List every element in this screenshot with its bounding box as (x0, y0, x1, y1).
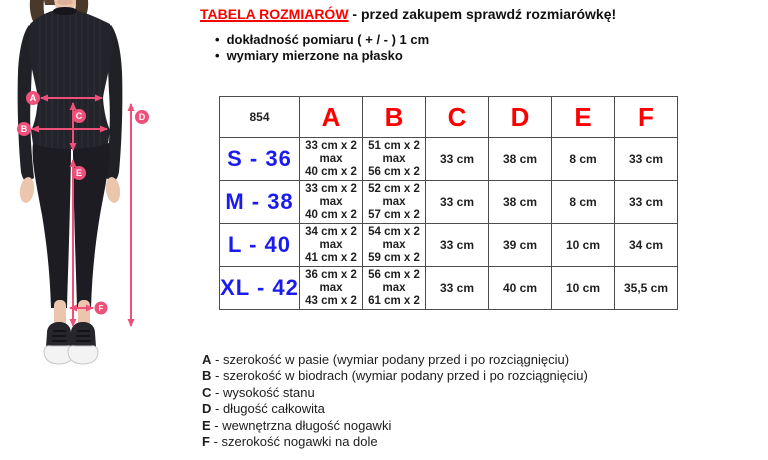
leggings (33, 143, 110, 308)
table-row (220, 181, 678, 224)
column-header-d: D (489, 97, 552, 138)
value-cell: 33 cm (615, 181, 678, 224)
value-cell: 8 cm (552, 181, 615, 224)
header (200, 6, 760, 64)
value-cell: 51 cm x 2 max 56 cm x 2 (363, 138, 426, 181)
legend-item-b: B - szerokość w biodrach (wymiar podany przed i po rozciągnięciu) (202, 368, 588, 384)
value-cell: 33 cm (615, 138, 678, 181)
table-row (220, 224, 678, 267)
value-cell: 56 cm x 2 max 61 cm x 2 (363, 267, 426, 310)
bullet-item: • wymiary mierzone na płasko (215, 48, 760, 64)
value-cell: 34 cm (615, 224, 678, 267)
size-label: S - 36 (220, 138, 300, 181)
size-table (219, 96, 678, 310)
marker-b: B (20, 124, 28, 135)
collar (53, 7, 77, 15)
marker-d: D (138, 112, 146, 123)
legend-item-a: A - szerokość w pasie (wymiar podany przed i po rozciągnięciu) (202, 352, 570, 367)
value-cell: 33 cm x 2 max 40 cm x 2 (300, 138, 363, 181)
bullet-list (215, 32, 760, 64)
size-label: L - 40 (220, 224, 300, 267)
value-cell: 35,5 cm (615, 267, 678, 310)
model-photo (0, 0, 190, 460)
table-row (220, 267, 678, 310)
page-title-highlight: TABELA ROZMIARÓW (200, 6, 349, 22)
legend-item-e: E - wewnętrzna długość nogawki (202, 417, 392, 433)
value-cell: 10 cm (552, 267, 615, 310)
value-cell: 33 cm (426, 138, 489, 181)
value-cell: 54 cm x 2 max 59 cm x 2 (363, 224, 426, 267)
value-cell: 34 cm x 2 max 41 cm x 2 (300, 224, 363, 267)
table-row (220, 138, 678, 181)
size-label: M - 38 (220, 181, 300, 224)
column-header-b: B (363, 97, 426, 138)
column-header-a: A (300, 97, 363, 138)
value-cell: 8 cm (552, 138, 615, 181)
value-cell: 38 cm (489, 138, 552, 181)
value-cell: 38 cm (489, 181, 552, 224)
legend-item-c: C - wysokość stanu (202, 384, 315, 400)
legend-item-f: F - szerokość nogawki na dole (202, 434, 378, 450)
table-header-row (220, 97, 678, 138)
marker-f: F (98, 304, 104, 313)
value-cell: 33 cm (426, 224, 489, 267)
value-cell: 36 cm x 2 max 43 cm x 2 (300, 267, 363, 310)
page-title (200, 6, 760, 22)
measurement-legend (202, 352, 588, 450)
marker-c: C (75, 111, 83, 122)
value-cell: 33 cm x 2 max 40 cm x 2 (300, 181, 363, 224)
model-number-cell: 854 (220, 97, 300, 138)
page-title-rest: - przed zakupem sprawdź rozmiarówkę! (348, 6, 617, 22)
sneakers (44, 322, 98, 364)
value-cell: 39 cm (489, 224, 552, 267)
size-label: XL - 42 (220, 267, 300, 310)
marker-e: E (75, 168, 83, 179)
column-header-f: F (615, 97, 678, 138)
column-header-c: C (426, 97, 489, 138)
value-cell: 33 cm (426, 181, 489, 224)
legend-item-d: D - długość całkowita (202, 401, 325, 417)
value-cell: 52 cm x 2 max 57 cm x 2 (363, 181, 426, 224)
value-cell: 33 cm (426, 267, 489, 310)
column-header-e: E (552, 97, 615, 138)
value-cell: 40 cm (489, 267, 552, 310)
model-photo-svg (0, 0, 190, 460)
bullet-item: • dokładność pomiaru ( + / - ) 1 cm (215, 32, 760, 48)
value-cell: 10 cm (552, 224, 615, 267)
marker-a: A (29, 93, 37, 104)
